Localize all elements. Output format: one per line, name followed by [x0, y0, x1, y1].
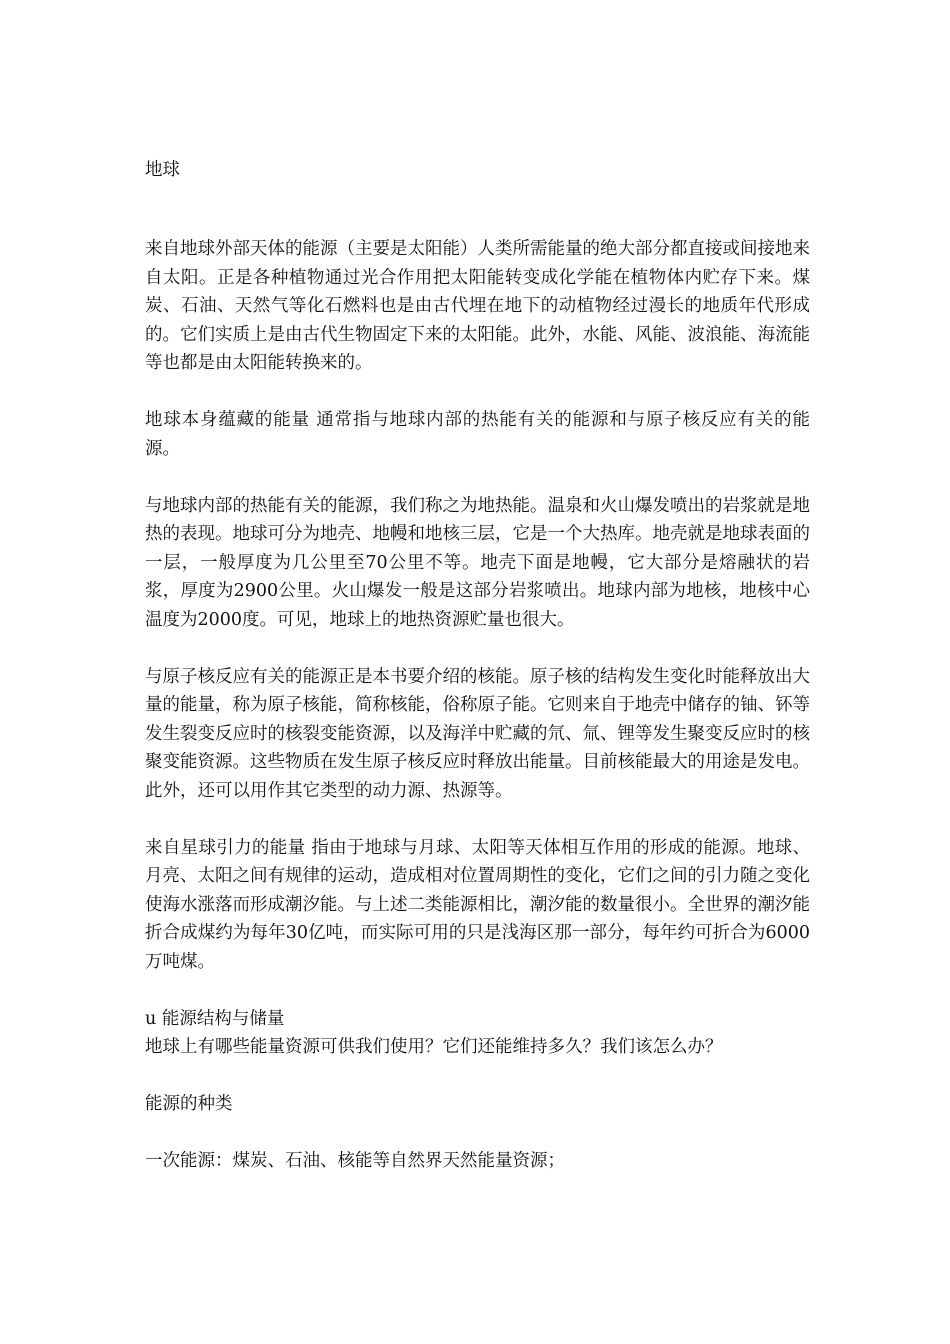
spacer: [145, 634, 810, 663]
document-body: [145, 156, 810, 1176]
spacer: [145, 378, 810, 407]
paragraph-nuclear: 与原子核反应有关的能源正是本书要介绍的核能。原子核的结构发生变化时能释放出大量的能量，称为原子核能，简称核能，俗称原子能。它则来自于地壳中储存的铀、钚等发生裂变反应时的核裂变能资源，以及海洋中贮藏的氘、氚、锂等发生聚变反应时的核聚变能资源。这些物质在发生原子核反应时释放出能量。目前核能最大的用途是发电。此外，还可以用作其它类型的动力源、热源等。: [145, 666, 810, 801]
subheading-energy-types: 能源的种类: [145, 1094, 233, 1114]
heading-earth: 地球: [145, 160, 180, 180]
spacer: [145, 213, 810, 235]
question-line: 地球上有哪些能量资源可供我们使用？它们还能维持多久？我们该怎么办？: [145, 1037, 723, 1057]
paragraph-geothermal: 与地球内部的热能有关的能源，我们称之为地热能。温泉和火山爆发喷出的岩浆就是地热的表现。地球可分为地壳、地幔和地核三层，它是一个大热库。地壳就是地球表面的一层，一般厚度为几公里至70公里不等。地壳下面是地幔，它大部分是熔融状的岩浆，厚度为2900公里。火山爆发一般是这部分岩浆喷出。地球内部为地核，地核中心温度为2000度。可见，地球上的地热资源贮量也很大。: [145, 495, 810, 630]
paragraph-tidal: 来自星球引力的能量 指由于地球与月球、太阳等天体相互作用的形成的能源。地球、月亮、太阳之间有规律的运动，造成相对位置周期性的变化，它们之间的引力随之变化使海水涨落而形成潮汐能。与上述二类能源相比，潮汐能的数量很小。全世界的潮汐能折合成煤约为每年30亿吨，而实际可用的只是浅海区那一部分，每年约可折合为6000万吨煤。: [145, 837, 810, 972]
paragraph-primary-energy: 一次能源：煤炭、石油、核能等自然界天然能量资源；: [145, 1151, 565, 1171]
spacer: [145, 1062, 810, 1091]
section-title: u 能源结构与储量: [145, 1008, 285, 1029]
spacer: [145, 976, 810, 1005]
spacer: [145, 463, 810, 492]
paragraph-earth-internal-energy: 地球本身蕴藏的能量 通常指与地球内部的热能有关的能源和与原子核反应有关的能源。: [145, 410, 810, 459]
spacer: [145, 805, 810, 834]
spacer: [145, 185, 810, 214]
spacer: [145, 1119, 810, 1148]
paragraph-solar-energy: 来自地球外部天体的能源（主要是太阳能）人类所需能量的绝大部分都直接或间接地来自太阳。正是各种植物通过光合作用把太阳能转变成化学能在植物体内贮存下来。煤炭、石油、天然气等化石燃料也是由古代埋在地下的动植物经过漫长的地质年代形成的。它们实质上是由古代生物固定下来的太阳能。此外，水能、风能、波浪能、海流能等也都是由太阳能转换来的。: [145, 239, 810, 373]
